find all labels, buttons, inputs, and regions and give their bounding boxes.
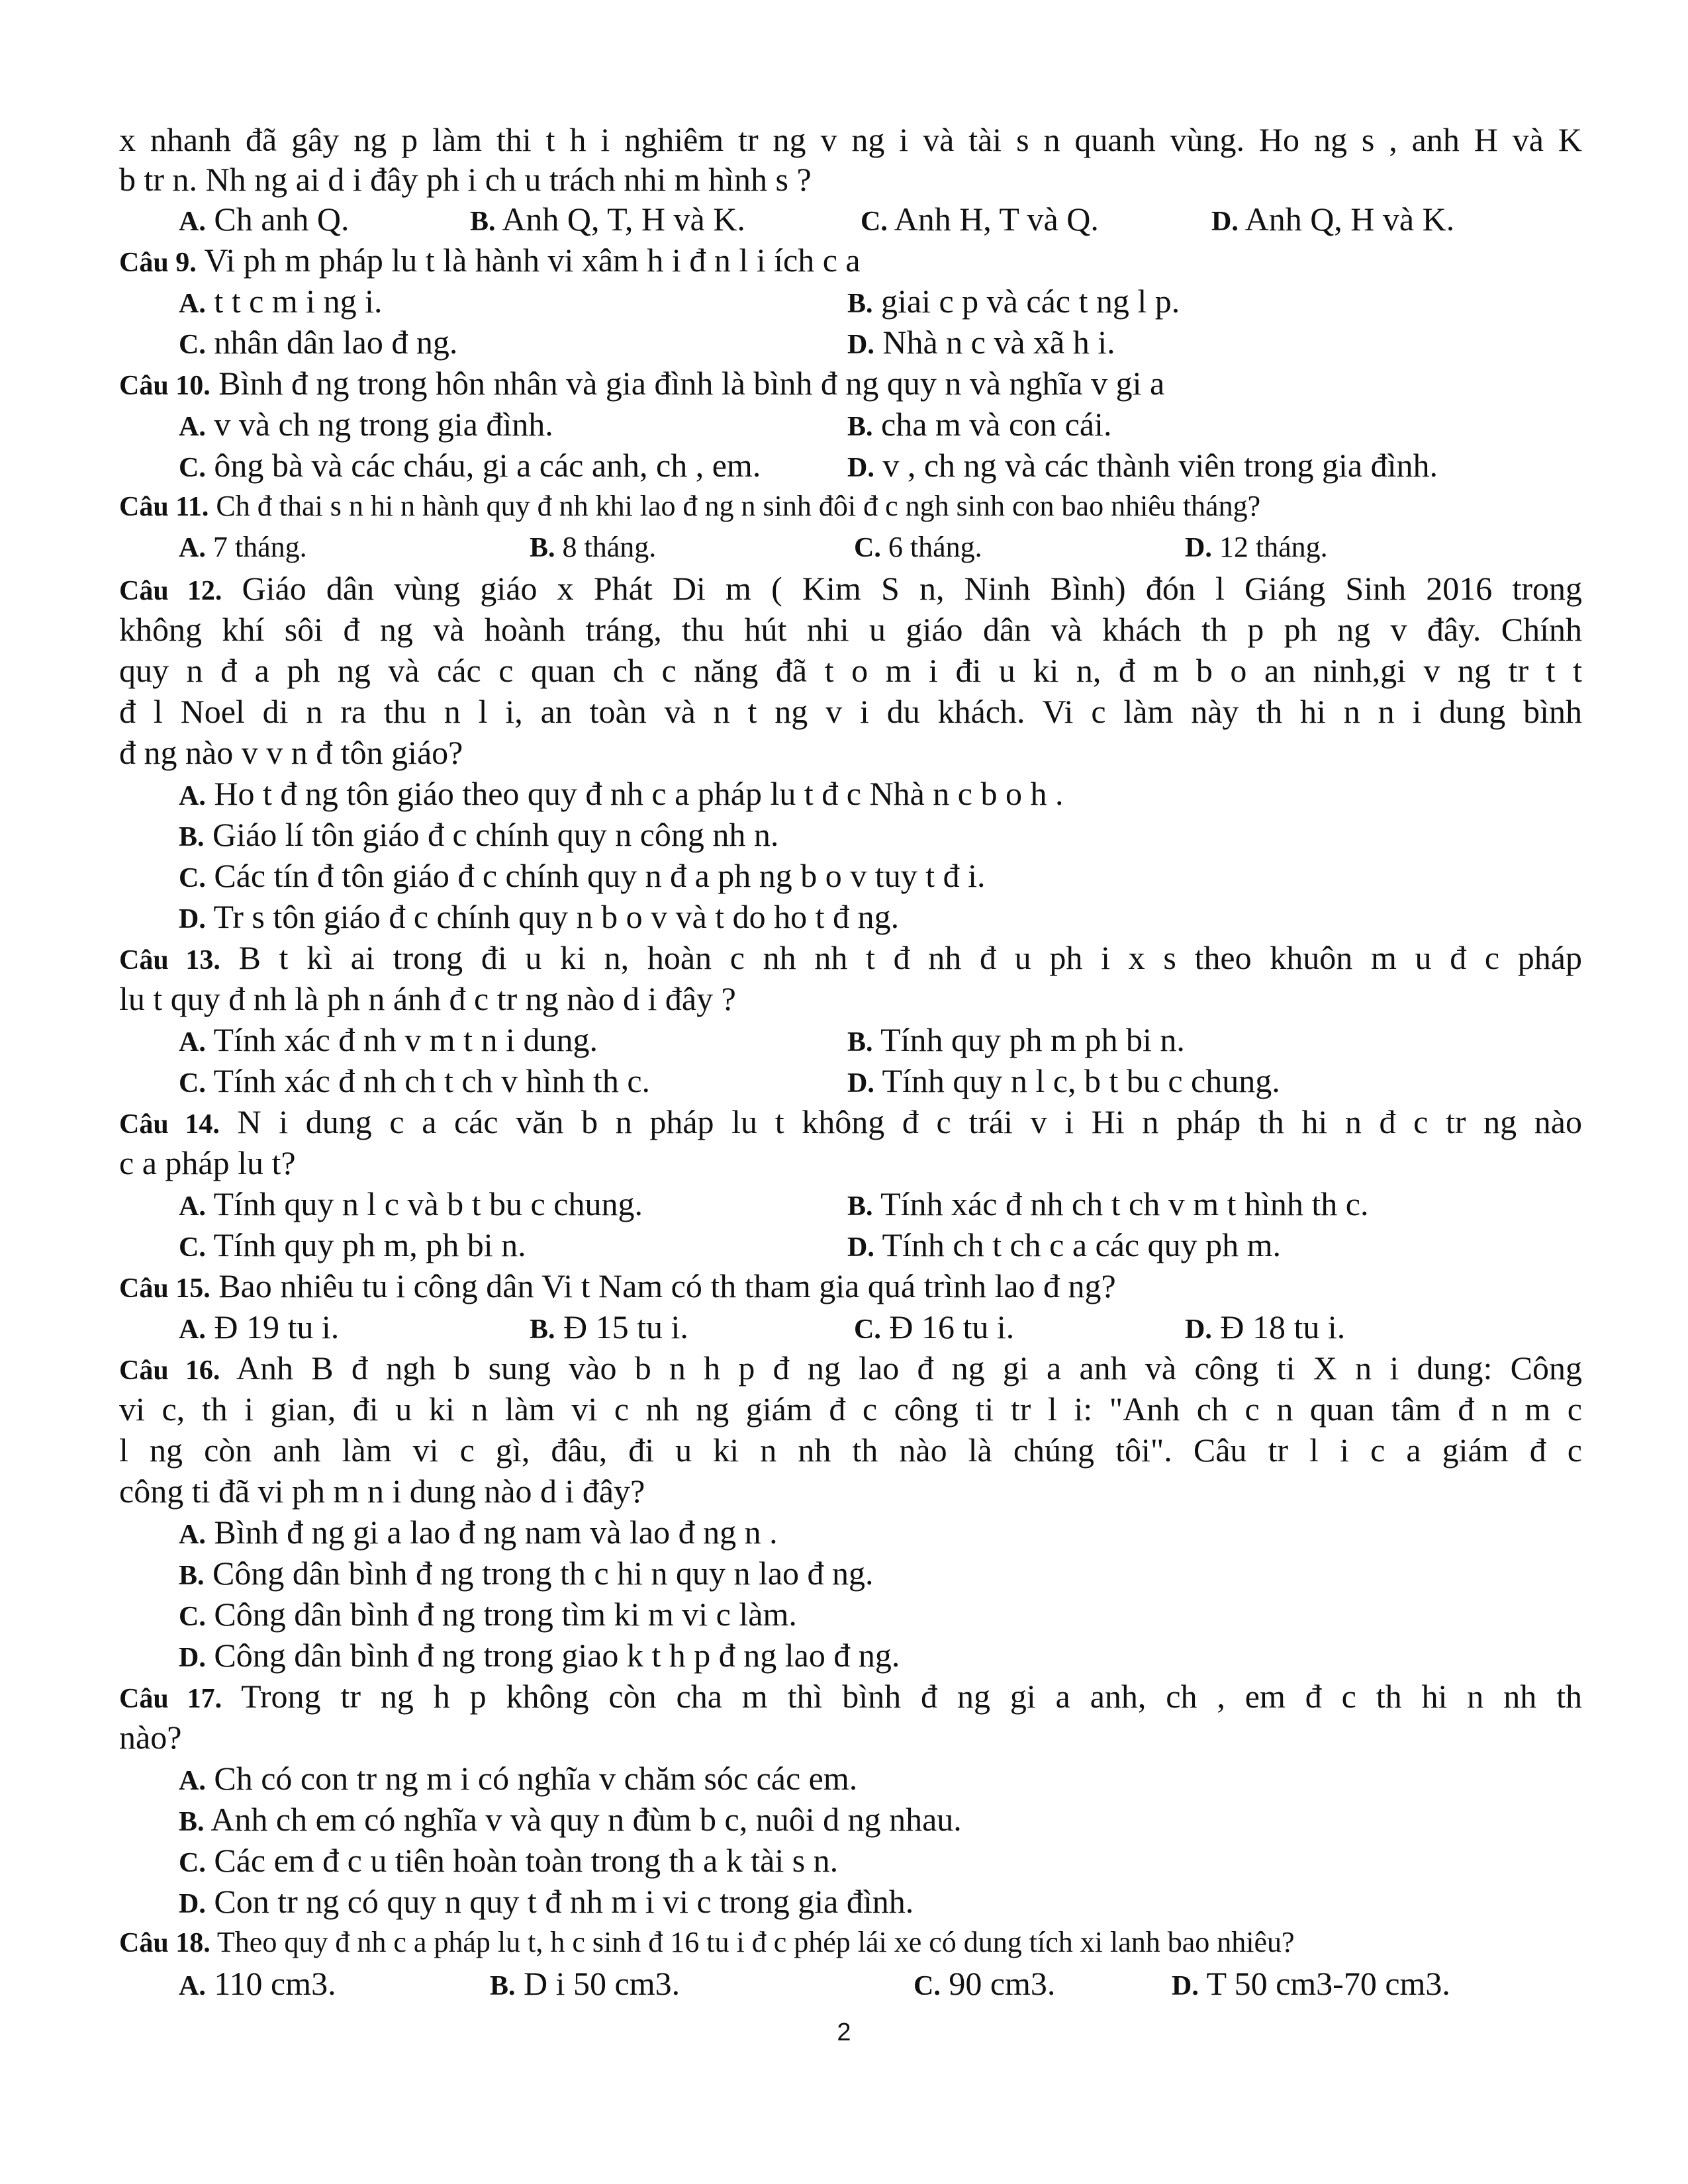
q15-option-a[interactable]: A. Đ 19 tu i. [179,1308,340,1345]
q13-stem-line-2: lu t quy đ nh là ph n ánh đ c tr ng nào d i đây ? [119,980,736,1017]
q18-stem: Câu 18. Theo quy đ nh c a pháp lu t, h c sinh đ 16 tu i đ c phép lái xe có dung tích xi lanh bao nhiêu? [119,1926,1295,1958]
q14-options-row-1 [179,1183,1582,1224]
q16-option-a[interactable]: A. Bình đ ng gi a lao đ ng nam và lao đ ng n . [179,1514,778,1551]
q18-option-b[interactable]: B. D i 50 cm3. [490,1965,680,2002]
page-number: 2 [837,2019,851,2046]
q9-stem: Câu 9. Vi ph m pháp lu t là hành vi xâm h i đ n l i ích c a [119,242,861,279]
q10-option-c[interactable]: C. ông bà và các cháu, gi a các anh, ch , em. [179,447,761,484]
q13-option-b[interactable]: B. Tính quy ph m ph bi n. [847,1021,1185,1058]
q15-stem: Câu 15. Bao nhiêu tu i công dân Vi t Nam có th tham gia quá trình lao đ ng? [119,1267,1116,1304]
q18-option-a[interactable]: A. 110 cm3. [179,1965,336,2002]
q10-options-row-1 [179,404,1582,445]
q9-option-b[interactable]: B. giai c p và các t ng l p. [847,283,1180,320]
q14-option-b[interactable]: B. Tính xác đ nh ch t ch v m t hình th c. [847,1185,1369,1222]
q9-option-c[interactable]: C. nhân dân lao đ ng. [179,324,458,361]
q9-option-d[interactable]: D. Nhà n c và xã h i. [847,324,1115,361]
q12-option-a[interactable]: A. Ho t đ ng tôn giáo theo quy đ nh c a pháp lu t đ c Nhà n c b o h . [179,775,1064,812]
q12-option-b[interactable]: B. Giáo lí tôn giáo đ c chính quy n công nh n. [179,816,779,853]
q8-option-a[interactable]: A. Ch anh Q. [179,201,350,238]
q10-option-a[interactable]: A. v và ch ng trong gia đình. [179,406,553,443]
q16-stem-line-3: l ng còn anh làm vi c gì, đâu, đi u ki n nh th nào là chúng tôi". Câu tr l i c a giám đ c [119,1432,1582,1469]
q14-stem-line-1: Câu 14. N i dung c a các văn b n pháp lu t không đ c trái v i Hi n pháp th hi n đ c tr ng nào [119,1103,1582,1140]
q8-option-c[interactable]: C. Anh H, T và Q. [861,201,1099,238]
q12-stem-line-2: không khí sôi đ ng và hoành tráng, thu hút nhi u giáo dân và khách th p ph ng v đây. Chính [119,611,1582,648]
q8-option-b[interactable]: B. Anh Q, T, H và K. [470,201,745,238]
q11-option-a[interactable]: A. 7 tháng. [179,531,307,563]
q9-options-row-1 [179,281,1582,322]
q13-option-c[interactable]: C. Tính xác đ nh ch t ch v hình th c. [179,1062,651,1099]
q11-option-c[interactable]: C. 6 tháng. [854,531,982,563]
q14-option-a[interactable]: A. Tính quy n l c và b t bu c chung. [179,1185,643,1222]
q17-stem-line-2: nào? [119,1719,182,1756]
q11-stem: Câu 11. Ch đ thai s n hi n hành quy đ nh khi lao đ ng n sinh đôi đ c ngh sinh con bao nhiêu tháng? [119,490,1261,522]
q15-option-c[interactable]: C. Đ 16 tu i. [854,1308,1015,1345]
q11-option-d[interactable]: D. 12 tháng. [1185,531,1328,563]
q8-options [179,199,1582,240]
q8-option-d[interactable]: D. Anh Q, H và K. [1211,201,1455,238]
q17-option-c[interactable]: C. Các em đ c u tiên hoàn toàn trong th a k tài s n. [179,1842,839,1879]
q13-option-a[interactable]: A. Tính xác đ nh v m t n i dung. [179,1021,598,1058]
q18-option-d[interactable]: D. T 50 cm3-70 cm3. [1172,1965,1450,2002]
q13-options-row-1 [179,1019,1582,1060]
q11-options [179,527,1582,568]
q13-option-d[interactable]: D. Tính quy n l c, b t bu c chung. [847,1062,1280,1099]
q8-stem-line-2: b tr n. Nh ng ai d i đây ph i ch u trách nhi m hình s ? [119,161,812,198]
q10-options-row-2 [179,445,1582,486]
q9-option-a[interactable]: A. t t c m i ng i. [179,283,383,320]
q15-option-b[interactable]: B. Đ 15 tu i. [530,1308,688,1345]
q10-option-b[interactable]: B. cha m và con cái. [847,406,1112,443]
q12-stem-line-5: đ ng nào v v n đ tôn giáo? [119,734,463,771]
q18-option-c[interactable]: C. 90 cm3. [914,1965,1056,2002]
q16-stem-line-4: công ti đã vi ph m n i dung nào d i đây? [119,1473,645,1510]
q16-stem-line-2: vi c, th i gian, đi u ki n làm vi c nh ng giám đ c công ti tr l i: "Anh ch c n quan tâm đ n m c [119,1390,1582,1428]
q14-option-c[interactable]: C. Tính quy ph m, ph bi n. [179,1226,526,1263]
q17-option-a[interactable]: A. Ch có con tr ng m i có nghĩa v chăm sóc các em. [179,1760,858,1797]
q17-stem-line-1: Câu 17. Trong tr ng h p không còn cha m thì bình đ ng gi a anh, ch , em đ c th hi n nh th [119,1678,1582,1715]
q10-stem: Câu 10. Bình đ ng trong hôn nhân và gia đình là bình đ ng quy n và nghĩa v gi a [119,365,1165,402]
q13-options-row-2 [179,1060,1582,1101]
q16-option-b[interactable]: B. Công dân bình đ ng trong th c hi n quy n lao đ ng. [179,1555,874,1592]
q13-stem-line-1: Câu 13. B t kì ai trong đi u ki n, hoàn c nh nh t đ nh đ u ph i x s theo khuôn m u đ c pháp [119,939,1582,976]
q14-stem-line-2: c a pháp lu t? [119,1144,296,1181]
q12-stem-line-4: đ l Noel di n ra thu n l i, an toàn và n t ng v i du khách. Vi c làm này th hi n n i dung bình [119,693,1582,730]
q12-stem-line-3: quy n đ a ph ng và các c quan ch c năng đã t o m i đi u ki n, đ m b o an ninh,gi v ng tr t t [119,652,1582,689]
q16-option-d[interactable]: D. Công dân bình đ ng trong giao k t h p đ ng lao đ ng. [179,1637,900,1674]
q17-option-d[interactable]: D. Con tr ng có quy n quy t đ nh m i vi c trong gia đình. [179,1883,914,1920]
q8-stem-line-1: x nhanh đã gây ng p làm thi t h i nghiêm tr ng v ng i và tài s n quanh vùng. Ho ng s , anh H và K [119,121,1582,158]
q18-options [179,1963,1582,2004]
q15-options [179,1306,1582,1347]
q16-stem-line-1: Câu 16. Anh B đ ngh b sung vào b n h p đ ng lao đ ng gi a anh và công ti X n i dung: Công [119,1349,1582,1387]
q15-option-d[interactable]: D. Đ 18 tu i. [1185,1308,1346,1345]
q12-option-d[interactable]: D. Tr s tôn giáo đ c chính quy n b o v và t do ho t đ ng. [179,898,900,935]
q17-option-b[interactable]: B. Anh ch em có nghĩa v và quy n đùm b c, nuôi d ng nhau. [179,1801,962,1838]
q16-option-c[interactable]: C. Công dân bình đ ng trong tìm ki m vi c làm. [179,1596,797,1633]
q12-option-c[interactable]: C. Các tín đ tôn giáo đ c chính quy n đ a ph ng b o v tuy t đ i. [179,857,986,894]
q14-options-row-2 [179,1224,1582,1265]
q14-option-d[interactable]: D. Tính ch t ch c a các quy ph m. [847,1226,1282,1263]
q9-options-row-2 [179,322,1582,363]
q12-stem-line-1: Câu 12. Giáo dân vùng giáo x Phát Di m ( Kim S n, Ninh Bình) đón l Giáng Sinh 2016 trong [119,570,1582,607]
q10-option-d[interactable]: D. v , ch ng và các thành viên trong gia đình. [847,447,1438,484]
q11-option-b[interactable]: B. 8 tháng. [530,531,657,563]
